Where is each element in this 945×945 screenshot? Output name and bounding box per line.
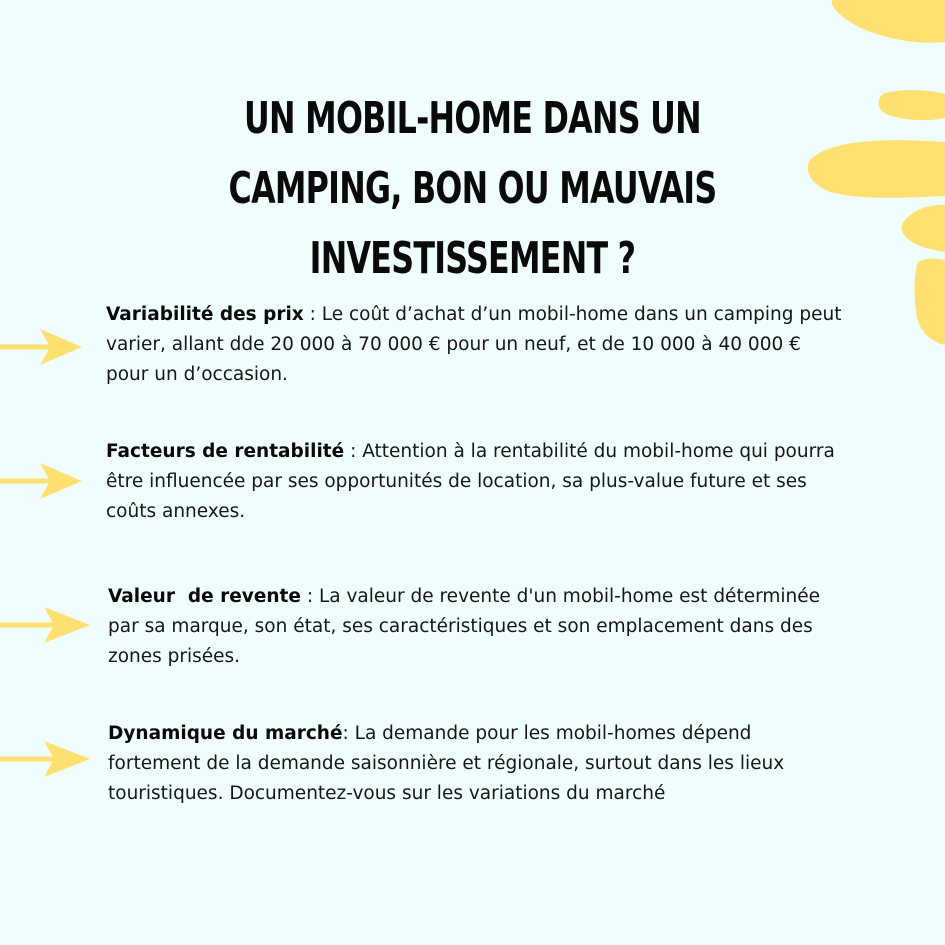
point-paragraph (108, 719, 848, 809)
arrow-right-icon (0, 605, 100, 645)
point-paragraph (106, 300, 846, 390)
arrow-right-icon (0, 461, 100, 501)
point-label: Dynamique du marché (108, 723, 343, 744)
point-paragraph (106, 437, 846, 527)
point-price-variability (106, 300, 846, 390)
point-label: Variabilité des prix (106, 304, 304, 325)
point-separator: : (303, 304, 322, 325)
point-separator: : (342, 723, 355, 744)
point-text: Le coût d’achat d’un mobil-home dans un camping peut varier, allant dde 20 000 à 70 000 € pour un neuf, et de 10 000 à 40 000 € pour un d’occasion. (106, 304, 842, 385)
point-profitability-factors (106, 437, 846, 527)
point-market-dynamics (108, 719, 848, 809)
arrow-right-icon (0, 739, 100, 779)
page-title: UN MOBIL-HOME DANS UN CAMPING, BON OU MAUVAIS INVESTISSEMENT ? (228, 93, 717, 284)
point-label: Facteurs de rentabilité (106, 441, 345, 462)
point-separator: : (300, 586, 319, 607)
point-separator: : (344, 441, 363, 462)
point-text: Attention à la rentabilité du mobil-home qui pourra être influencée par ses opportunités de location, sa plus-value future et ses coûts annexes. (106, 441, 835, 522)
point-text: La valeur de revente d'un mobil-home est déterminée par sa marque, son état, ses caractéristiques et son emplacement dans des zones prisées. (108, 586, 821, 667)
point-text: La demande pour les mobil-homes dépend fortement de la demande saisonnière et régionale, surtout dans les lieux touristiques. Documentez-vous sur les variations du marché (108, 723, 785, 804)
arrow-right-icon (0, 327, 100, 367)
point-paragraph (108, 582, 848, 672)
point-label: Valeur de revente (108, 586, 301, 607)
point-resale-value (108, 582, 848, 672)
